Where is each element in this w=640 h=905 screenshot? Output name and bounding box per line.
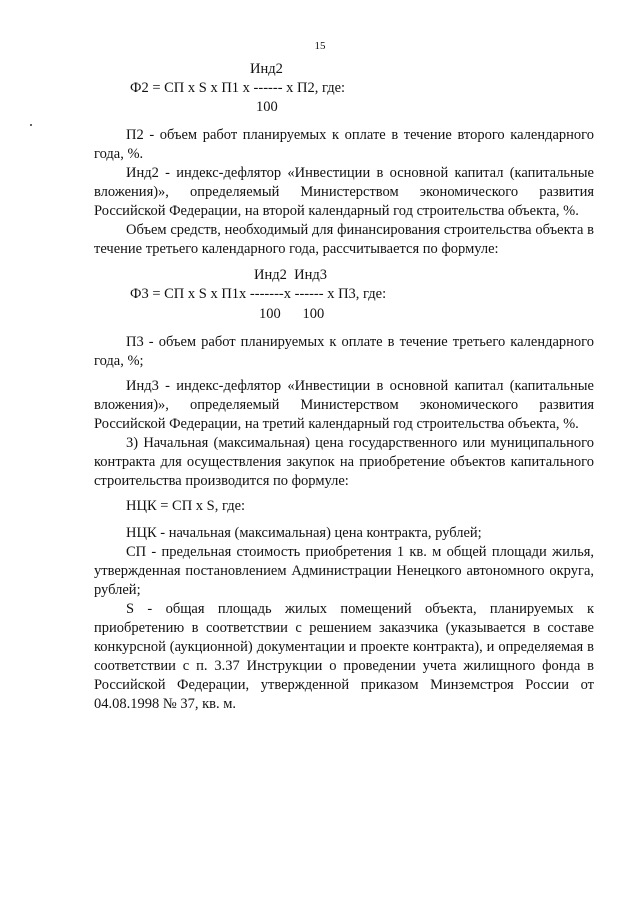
paragraph-item-3: 3) Начальная (максимальная) цена государственного или муниципального контракта для осуществления закупок на приобретение объектов капитального строительства производится по формуле: — [94, 435, 594, 489]
formula-f2 — [94, 60, 594, 116]
paragraph-p3-definition: П3 - объем работ планируемых к оплате в течение третьего календарного года, %; — [94, 334, 594, 369]
paragraph-s-definition: S - общая площадь жилых помещений объекта, планируемых к приобретению в соответствии с решением заказчика (указывается в составе конкурсной (аукционной) документации и проекте контракта), и определяемая в соответствии с п. 3.37 Инструкции о проведении учета жилищного фонда в Российской Федерации, утвержденной приказом Минземстроя России от 04.08.1998 № 37, кв. м. — [94, 601, 594, 712]
paragraph-ind3-definition: Инд3 - индекс-дефлятор «Инвестиции в основной капитал (капитальные вложения)», определяемый Министерством экономического развития Российской Федерации, на третий календарный год строительства объекта, %. — [94, 378, 594, 432]
formula-f3-denominator: 100 100 — [259, 306, 325, 322]
page-number: 15 — [314, 40, 326, 52]
paragraph-ind2-definition: Инд2 - индекс-дефлятор «Инвестиции в основной капитал (капитальные вложения)», определяемый Министерством экономического развития Российской Федерации, на второй календарный год строительства объекта, %. — [94, 165, 594, 219]
paragraph-nck-formula: НЦК = СП x S, где: — [126, 498, 246, 514]
formula-f2-denominator: 100 — [256, 99, 278, 115]
formula-f2-main: Ф2 = СП x S x П1 x ------ x П2, где: — [130, 80, 346, 96]
paragraph-third-year-volume: Объем средств, необходимый для финансирования строительства объекта в течение третьего календарного года, рассчитывается по формуле: — [94, 222, 594, 257]
margin-dot — [30, 124, 32, 126]
formula-f2-numerator: Инд2 — [250, 61, 283, 77]
formula-f3 — [94, 266, 594, 324]
paragraph-p2-definition: П2 - объем работ планируемых к оплате в течение второго календарного года, %. — [94, 127, 594, 162]
formula-f3-numerator: Инд2 Инд3 — [254, 267, 327, 283]
paragraph-sp-definition: СП - предельная стоимость приобретения 1 кв. м общей площади жилья, утвержденная постановлением Администрации Ненецкого автономного округа, рублей; — [94, 544, 594, 598]
document-body — [94, 60, 594, 714]
paragraph-nck-definition: НЦК - начальная (максимальная) цена контракта, рублей; — [126, 525, 482, 541]
formula-f3-main: Ф3 = СП x S x П1x -------x ------ x П3, где: — [130, 286, 387, 302]
